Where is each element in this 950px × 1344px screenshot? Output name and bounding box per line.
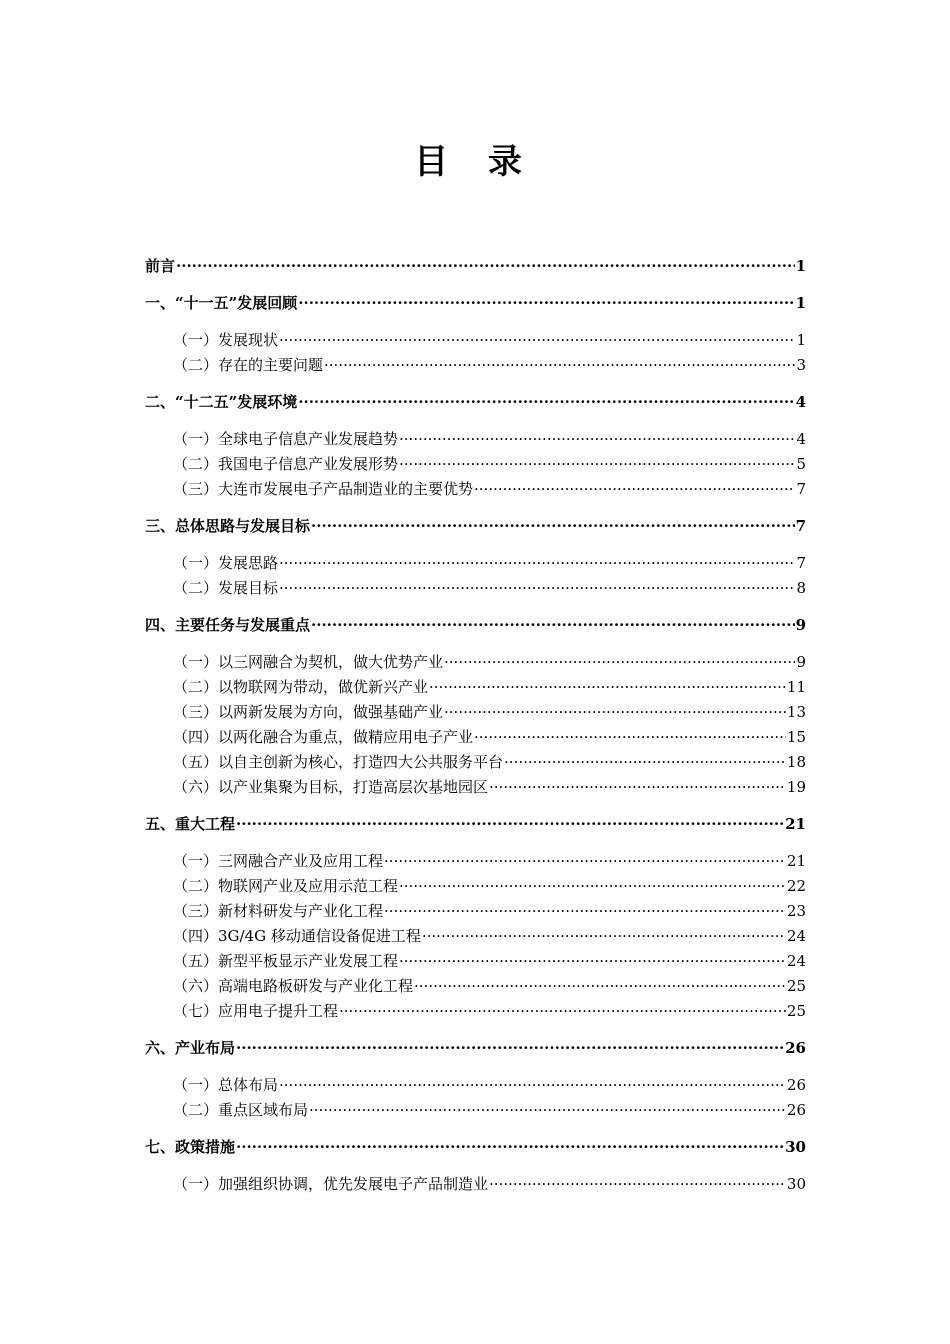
toc-page-number: 7: [795, 517, 806, 535]
toc-item[interactable]: [145, 700, 806, 724]
toc-entry-label: （一）发展思路: [173, 554, 279, 572]
toc-heading[interactable]: [145, 613, 806, 637]
toc-page-number: 22: [786, 877, 806, 895]
toc-item[interactable]: [145, 353, 806, 377]
toc-item[interactable]: [145, 725, 806, 749]
toc-entry-label: 七、政策措施: [145, 1138, 236, 1156]
dot-leader: [298, 390, 794, 414]
toc-item[interactable]: [145, 551, 806, 575]
dot-leader: [279, 1073, 786, 1097]
toc-page-number: 21: [786, 852, 806, 870]
toc-item[interactable]: [145, 675, 806, 699]
toc-page-number: 9: [796, 653, 806, 671]
toc-page-number: 19: [786, 778, 806, 796]
toc-page-number: 25: [786, 977, 806, 995]
toc-entry-label: （三）以两新发展为方向，做强基础产业: [173, 703, 444, 721]
toc-entry-label: （一）加强组织协调，优先发展电子产品制造业: [173, 1175, 489, 1193]
toc-entry-label: （一）全球电子信息产业发展趋势: [173, 430, 399, 448]
dot-leader: [279, 576, 795, 600]
toc-page-number: 23: [786, 902, 806, 920]
toc-item[interactable]: [145, 1172, 806, 1196]
toc-item[interactable]: [145, 874, 806, 898]
toc-page-number: 7: [796, 480, 806, 498]
toc-page-number: 30: [786, 1175, 806, 1193]
dot-leader: [384, 899, 786, 923]
toc-heading[interactable]: [145, 1036, 806, 1060]
dot-leader: [474, 725, 786, 749]
toc-heading[interactable]: [145, 390, 806, 414]
toc-page-number: 1: [795, 294, 806, 312]
toc-page-number: 25: [786, 1002, 806, 1020]
toc-item[interactable]: [145, 750, 806, 774]
dot-leader: [236, 812, 784, 836]
dot-leader: [298, 291, 794, 315]
dot-leader: [444, 650, 795, 674]
toc-entry-label: 前言: [145, 257, 176, 275]
dot-leader: [399, 874, 786, 898]
toc-item[interactable]: [145, 477, 806, 501]
toc-page-number: 13: [786, 703, 806, 721]
toc-entry-label: （四）以两化融合为重点，做精应用电子产业: [173, 728, 474, 746]
toc-entry-label: 六、产业布局: [145, 1039, 236, 1057]
toc-entry-label: （三）新材料研发与产业化工程: [173, 902, 384, 920]
toc-entry-label: 四、主要任务与发展重点: [145, 616, 311, 634]
toc-entry-label: （六）高端电路板研发与产业化工程: [173, 977, 414, 995]
dot-leader: [399, 427, 795, 451]
toc-item[interactable]: [145, 427, 806, 451]
dot-leader: [311, 514, 795, 538]
toc-entry-label: （二）我国电子信息产业发展形势: [173, 455, 399, 473]
toc-page-number: 26: [786, 1076, 806, 1094]
toc-entry-label: 五、重大工程: [145, 815, 236, 833]
toc-item[interactable]: [145, 999, 806, 1023]
dot-leader: [236, 1036, 784, 1060]
dot-leader: [504, 750, 786, 774]
dot-leader: [339, 999, 786, 1023]
toc-page-number: 18: [786, 753, 806, 771]
dot-leader: [384, 849, 786, 873]
dot-leader: [324, 353, 795, 377]
dot-leader: [279, 328, 795, 352]
toc-item[interactable]: [145, 949, 806, 973]
toc-entry-label: （五）以自主创新为核心，打造四大公共服务平台: [173, 753, 504, 771]
toc-entry-label: （六）以产业集聚为目标，打造高层次基地园区: [173, 778, 489, 796]
toc-item[interactable]: [145, 452, 806, 476]
toc-item[interactable]: [145, 849, 806, 873]
toc-item[interactable]: [145, 650, 806, 674]
dot-leader: [422, 924, 786, 948]
dot-leader: [311, 613, 795, 637]
toc-entry-label: 一、“十一五”发展回顾: [145, 294, 298, 312]
toc-page-number: 7: [796, 554, 806, 572]
toc-page-number: 26: [786, 1101, 806, 1119]
toc-item[interactable]: [145, 1098, 806, 1122]
toc-entry-label: （一）总体布局: [173, 1076, 279, 1094]
toc-page-number: 21: [785, 815, 806, 833]
toc-entry-label: （一）发展现状: [173, 331, 279, 349]
toc-entry-label: 三、总体思路与发展目标: [145, 517, 311, 535]
toc-page-number: 9: [795, 616, 806, 634]
toc-heading[interactable]: [145, 254, 806, 278]
toc-page-number: 5: [796, 455, 806, 473]
toc-page-number: 4: [796, 430, 806, 448]
dot-leader: [279, 551, 795, 575]
dot-leader: [474, 477, 795, 501]
toc-page-number: 24: [786, 952, 806, 970]
toc-item[interactable]: [145, 328, 806, 352]
toc-page-number: 15: [786, 728, 806, 746]
toc-entry-label: （二）物联网产业及应用示范工程: [173, 877, 399, 895]
dot-leader: [444, 700, 786, 724]
toc-entry-label: （五）新型平板显示产业发展工程: [173, 952, 399, 970]
toc-heading[interactable]: [145, 514, 806, 538]
toc-page-number: 8: [796, 579, 806, 597]
toc-page-number: 26: [785, 1039, 806, 1057]
toc-item[interactable]: [145, 899, 806, 923]
toc-entry-label: （二）发展目标: [173, 579, 279, 597]
dot-leader: [429, 675, 786, 699]
toc-heading[interactable]: [145, 812, 806, 836]
toc-page-number: 4: [795, 393, 806, 411]
toc-entry-label: （二）以物联网为带动，做优新兴产业: [173, 678, 429, 696]
toc-page-number: 3: [796, 356, 806, 374]
dot-leader: [236, 1135, 784, 1159]
dot-leader: [176, 254, 795, 278]
dot-leader: [414, 974, 786, 998]
toc-item[interactable]: [145, 576, 806, 600]
dot-leader: [399, 949, 786, 973]
toc-page-number: 11: [786, 678, 806, 696]
toc-item[interactable]: [145, 1073, 806, 1097]
toc-entry-label: （一）以三网融合为契机，做大优势产业: [173, 653, 444, 671]
toc-page-number: 24: [786, 927, 806, 945]
toc-entry-label: （四）3G/4G 移动通信设备促进工程: [173, 927, 421, 945]
dot-leader: [399, 452, 795, 476]
toc-page-number: 1: [796, 331, 806, 349]
dot-leader: [309, 1098, 786, 1122]
toc-entry-label: （二）重点区域布局: [173, 1101, 309, 1119]
toc-entry-label: （三）大连市发展电子产品制造业的主要优势: [173, 480, 474, 498]
dot-leader: [489, 775, 786, 799]
toc-entry-label: 二、“十二五”发展环境: [145, 393, 298, 411]
toc-entry-label: （七）应用电子提升工程: [173, 1002, 339, 1020]
toc-item[interactable]: [145, 775, 806, 799]
page-title: 目 录: [414, 142, 536, 182]
toc-heading[interactable]: [145, 1135, 806, 1159]
toc-page-number: 30: [785, 1138, 806, 1156]
dot-leader: [489, 1172, 786, 1196]
toc-page-number: 1: [795, 257, 806, 275]
toc-entry-label: （二）存在的主要问题: [173, 356, 324, 374]
toc-item[interactable]: [145, 974, 806, 998]
toc-item[interactable]: [145, 924, 806, 948]
toc-entry-label: （一）三网融合产业及应用工程: [173, 852, 384, 870]
toc-heading[interactable]: [145, 291, 806, 315]
